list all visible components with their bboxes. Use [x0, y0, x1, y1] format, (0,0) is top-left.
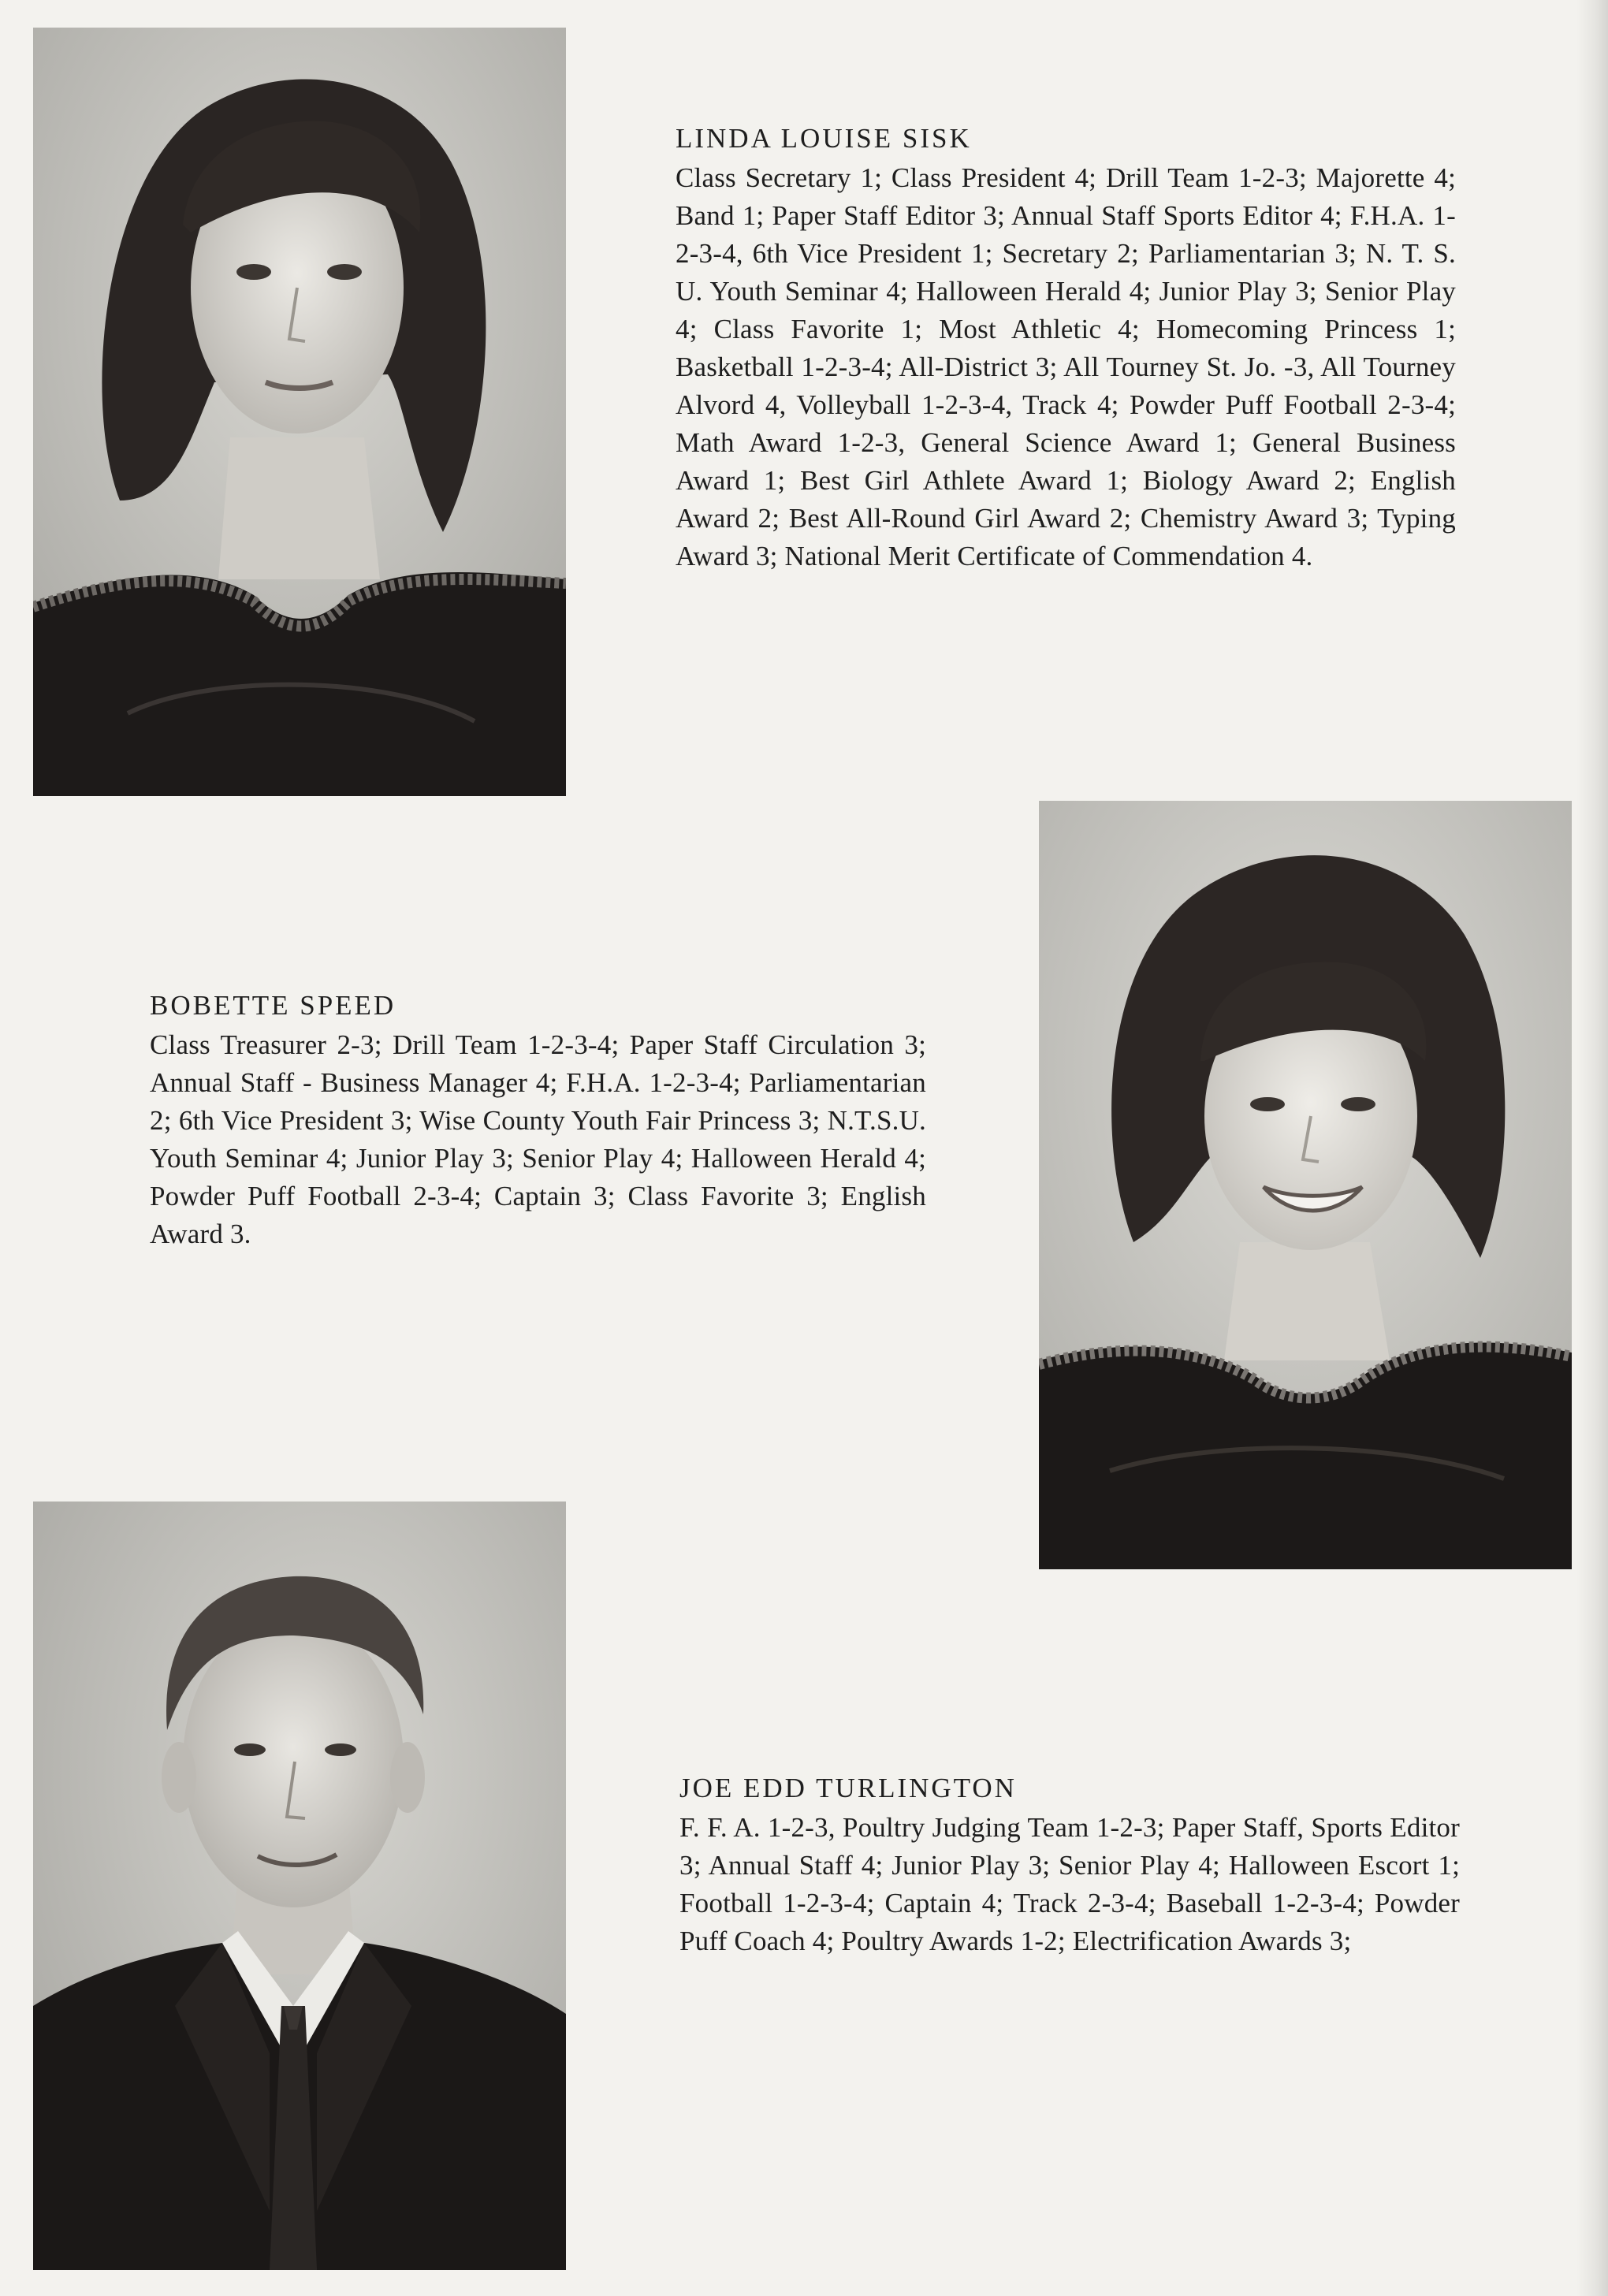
student-entry-linda-sisk	[676, 120, 1456, 575]
student-activities: Class Secretary 1; Class President 4; Drill Team 1-2-3; Majorette 4; Band 1; Paper Staff Editor 3; Annual Staff Sports Editor 4; F.H.A. 1-2-3-4, 6th Vice President 1; Secretary 2; Parliamentarian 3; N. T. S. U. Youth Seminar 4; Halloween Herald 4; Junior Play 3; Senior Play 4; Class Favorite 1; Most Athletic 4; Homecoming Princess 1; Basketball 1-2-3-4; All-District 3; All Tourney St. Jo. -3, All Tourney Alvord 4, Volleyball 1-2-3-4, Track 4; Powder Puff Football 2-3-4; Math Award 1-2-3, General Science Award 1; General Business Award 1; Best Girl Athlete Award 1; Biology Award 2; English Award 2; Best All-Round Girl Award 2; Chemistry Award 3; Typing Award 3; National Merit Certificate of Commendation 4.	[676, 162, 1456, 571]
student-name: BOBETTE SPEED	[150, 990, 396, 1021]
portrait-photo-linda-sisk	[33, 28, 566, 796]
portrait-photo-joe-edd-turlington	[33, 1502, 566, 2270]
student-activities: F. F. A. 1-2-3, Poultry Judging Team 1-2-3; Paper Staff, Sports Editor 3; Annual Staff 4; Junior Play 3; Senior Play 4; Halloween Escort 1; Football 1-2-3-4; Captain 4; Track 2-3-4; Baseball 1-2-3-4; Powder Puff Coach 4; Poultry Awards 1-2; Electrification Awards 3;	[679, 1812, 1460, 1956]
page-binding-shadow	[1576, 0, 1608, 2296]
student-activities: Class Treasurer 2-3; Drill Team 1-2-3-4; Paper Staff Circulation 3; Annual Staff - Business Manager 4; F.H.A. 1-2-3-4; Parliamentarian 2; 6th Vice President 3; Wise County Youth Fair Princess 3; N.T.S.U. Youth Seminar 4; Junior Play 3; Senior Play 4; Halloween Herald 4; Powder Puff Football 2-3-4; Captain 3; Class Favorite 3; English Award 3.	[150, 1029, 926, 1249]
student-entry-bobette-speed	[150, 987, 926, 1253]
student-name: LINDA LOUISE SISK	[676, 123, 972, 154]
student-name: JOE EDD TURLINGTON	[679, 1773, 1017, 1803]
student-entry-joe-edd-turlington	[679, 1769, 1460, 1960]
portrait-photo-bobette-speed	[1039, 801, 1572, 1569]
